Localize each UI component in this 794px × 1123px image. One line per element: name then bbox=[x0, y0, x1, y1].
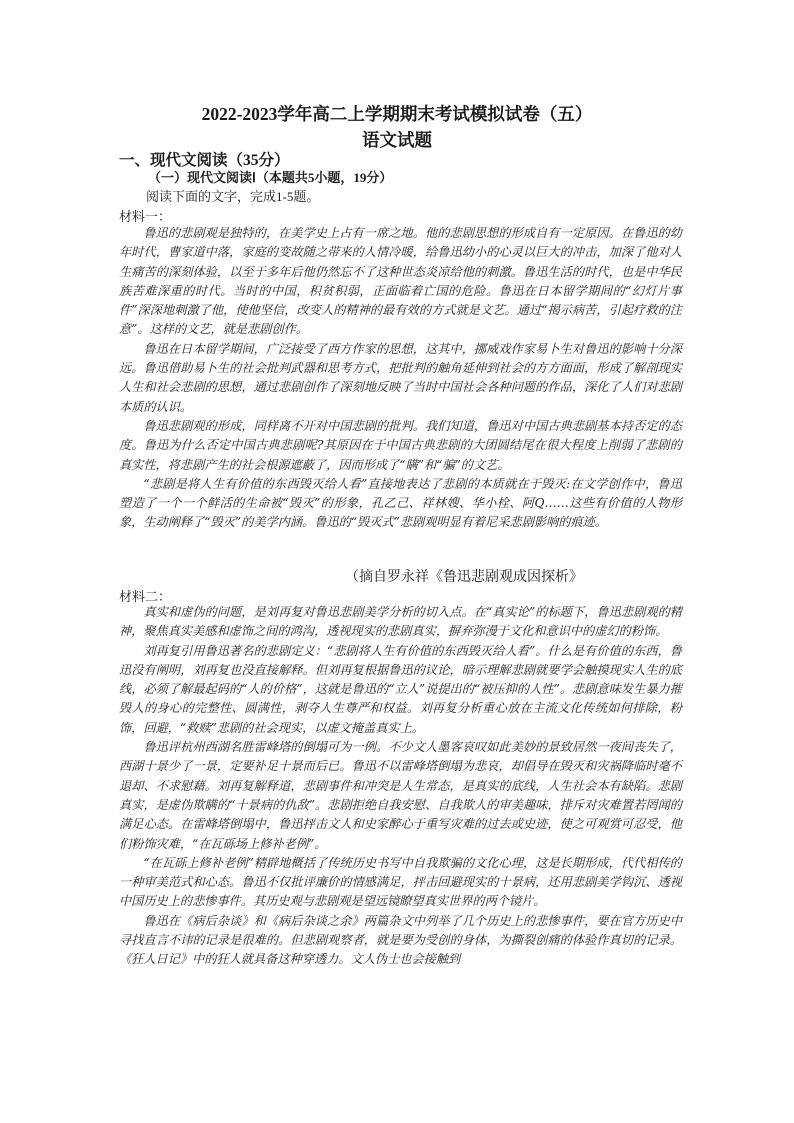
document-title: 2022-2023学年高二上学期期末考试模拟试卷（五） bbox=[201, 104, 593, 124]
material1-paragraph: 鲁迅在日本留学期间，广泛接受了西方作家的思想，这其中，挪威戏作家易卜生对鲁迅的影响十分深远。鲁迅借助易卜生的社会批判武器和思考方式，把批判的触角延伸到社会的方方面面，形成了解剖现实人生和社会悲剧的思想，通过悲剧创作了深刻地反映了当时中国社会各种问题的作品，深化了人们对悲剧本质的认识。 bbox=[119, 341, 682, 414]
material2-body bbox=[119, 603, 682, 970]
reading-instruction: 阅读下面的文字，完成1-5题。 bbox=[146, 189, 320, 204]
material2-paragraph: 真实和虚伪的问题，是刘再复对鲁迅悲剧美学分析的切入点。在“真实论”的标题下，鲁迅悲剧观的精神，聚焦真实美感和虚饰之间的鸿沟，透视现实的悲剧真实，摒弃弥漫于文化和意识中的虚幻的粉饰。 bbox=[119, 605, 682, 639]
material2-label: 材料二： bbox=[119, 589, 172, 604]
material1-paragraph: “悲剧是将人生有价值的东西毁灭给人看”直接地表达了悲剧的本质就在于毁灭:在文学创作中，鲁迅塑造了一个一个鲜活的生命被“毁灭”的形象，孔乙己、祥林嫂、华小栓、阿Q……这些有价值的人物形象，生动阐释了“毁灭”的美学内涵。鲁迅的“毁灭式”悲剧观明显有着尼采悲剧影响的痕迹。 bbox=[119, 476, 682, 530]
material2-paragraph: “在瓦砾上修补老例”精辟地概括了传统历史书写中自我欺骗的文化心理，这是长期形成，代代相传的一种审美范式和心态。鲁迅不仅批评廉价的情感满足，抨击回避现实的十景病，还用悲剧美学钩沉、透视中国历史上的悲惨事件。其历史观与悲剧观是望远镜瞭望真实世界的两个镜片。 bbox=[119, 855, 682, 909]
section-heading: 一、现代文阅读（35分） bbox=[119, 152, 290, 169]
material2-paragraph: 刘再复引用鲁迅著名的悲剧定义：“悲剧将人生有价值的东西毁灭给人看”。什么是有价值的东西，鲁迅没有阐明，刘再复也没直接解释。但刘再复根据鲁迅的议论，暗示理解悲剧就要学会触摸现实人生的底线，必须了解最起码的“人的价格”，这就是鲁迅的“立人”说提出的“被压抑的人性”。悲剧意味发生暴力摧毁人的身心的完整性、圆满性，剥夺人生尊严和权益。刘再复分析重心放在主流文化传统如何排除，粉饰，回避，“救赎”悲剧的社会现实，以虚文掩盖真实上。 bbox=[119, 643, 682, 735]
material2-paragraph: 鲁迅评杭州西湖名胜雷峰塔的倒塌可为一例。不少文人墨客哀叹如此美妙的景致居然一夜间丧失了，西湖十景少了一景，定要补足十景而后已。鲁迅不以雷峰塔倒塌为悲哀，却倡导在毁灭和灾祸降临时毫不退却、不求慰藉。刘再复解释道，悲剧事件和冲突是人生常态，是真实的底线，人生社会本有缺陷。悲剧真实，是虚伪欺瞒的“十景病的仇敌”。悲剧拒绝自我安慰、自我欺人的审美趣味，排斥对灾难置若罔闻的满足心态。在雷峰塔倒塌中，鲁迅抨击文人和史家醉心于重写灾难的过去或史迹，使之可观赏可忍受，他们粉饰灾难，“在瓦砾场上修补老例”。 bbox=[119, 740, 682, 851]
material1-paragraph: 鲁迅悲剧观的形成，同样离不开对中国悲剧的批判。我们知道，鲁迅对中国古典悲剧基本持否定的态度。鲁迅为什么否定中国古典悲剧呢?其原因在于中国古典悲剧的大团圆结尾在很大程度上削弱了悲剧的真实性，将悲剧产生的社会根源遮蔽了，因而形成了“瞒”和“骗”的文艺。 bbox=[119, 418, 682, 472]
subsection-heading: （一）现代文阅读Ⅰ（本题共5小题，19分） bbox=[148, 170, 393, 185]
material1-source: （摘自罗永祥《鲁迅悲剧观成因探析》 bbox=[345, 570, 583, 585]
material1-paragraph: 鲁迅的悲剧观是独特的，在美学史上占有一席之地。他的悲剧思想的形成自有一定原因。在鲁迅的幼年时代，曹家道中落，家庭的变故随之带来的人情冷暖，给鲁迅幼小的心灵以巨大的冲击，加深了他对人生痛苦的深刻体验，以至于多年后他仍然忘不了这种世态炎凉给他的刺激。鲁迅生活的时代，也是中华民族苦难深重的时代。当时的中国，积贫积弱，正面临着亡国的危险。鲁迅在日本留学期间的“幻灯片事件”深深地刺激了他，使他坚信，改变人的精神的最有效的方式就是文艺。通过“揭示病苦，引起疗救的注意”。这样的文艺，就是悲剧创作。 bbox=[119, 226, 682, 337]
document-subtitle: 语文试题 bbox=[362, 130, 432, 150]
material1-body bbox=[119, 224, 682, 533]
material1-label: 材料一： bbox=[119, 209, 172, 224]
material2-paragraph: 鲁迅在《病后杂谈》和《病后杂谈之余》两篇杂文中列举了几个历史上的悲惨事件，要在官方历史中寻找直言不讳的记录是很难的。但悲剧观察者，就是要为受创的身体，为撕裂创痛的体验作真切的记录。《狂人日记》中的狂人就具备这种穿透力。文人伪士也会接触到 bbox=[119, 913, 682, 967]
